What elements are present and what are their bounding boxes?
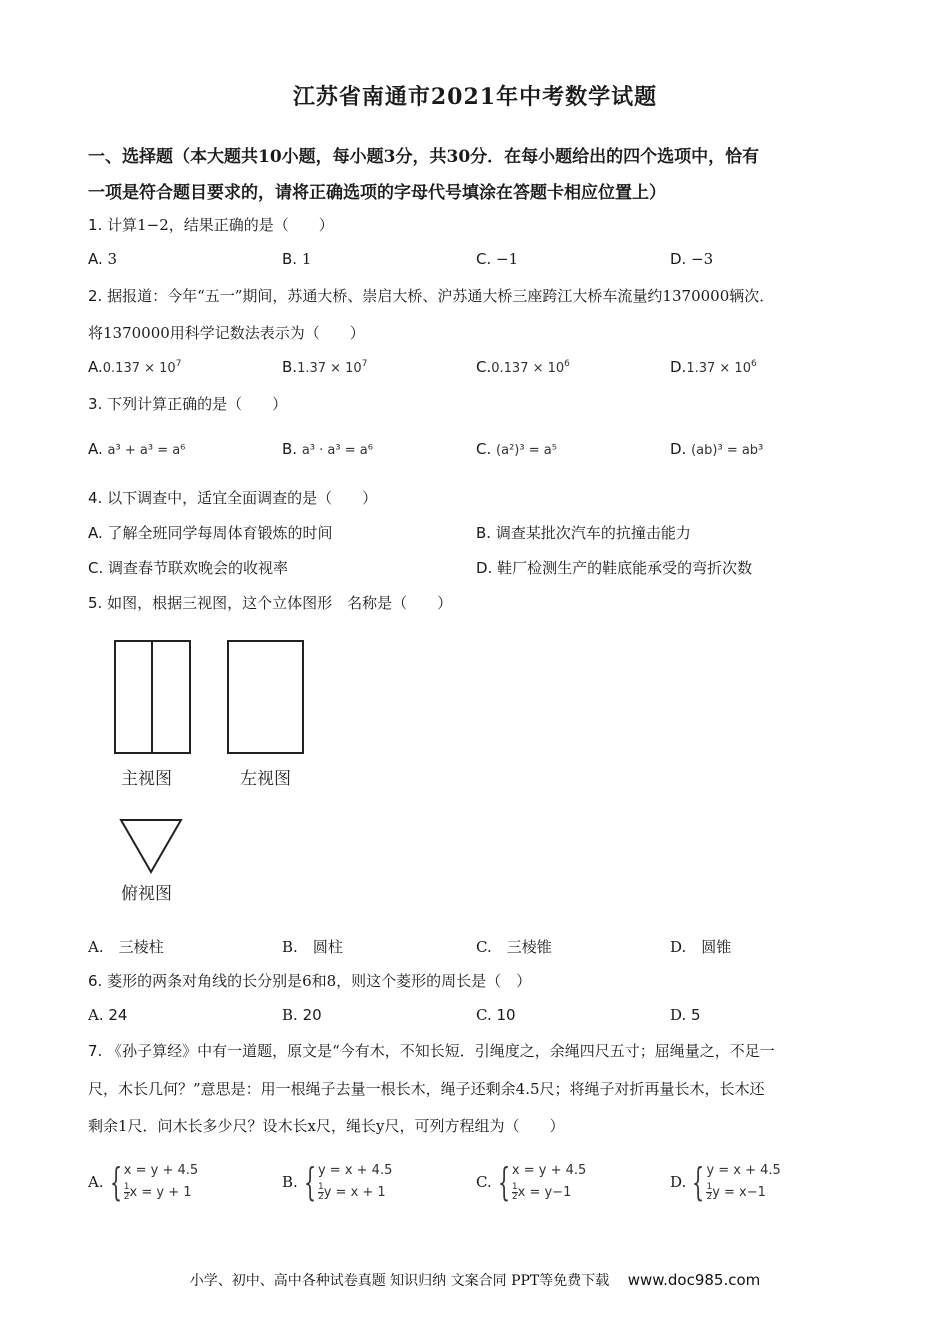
q4-option-c: C. 调查春节联欢晚会的收视率	[88, 559, 289, 577]
q1-option-c: C. −1	[476, 250, 519, 268]
q2-option-d: $D.1.37 \times 10^6$	[670, 358, 757, 376]
q5-option-d: D. 圆锥	[670, 938, 732, 956]
question-number: 5.	[88, 594, 103, 612]
q1-option-b: B. 1	[282, 250, 312, 268]
question-text: 下列计算正确的是（ ）	[107, 395, 288, 413]
question-4	[88, 487, 377, 508]
front-view-label: 主视图	[121, 769, 172, 789]
top-view-triangle	[121, 820, 181, 872]
q7-option-d: D. { y = x + 4.5 $\frac{1}{2}$ y = x−1	[670, 1160, 781, 1204]
question-number: 1.	[88, 216, 103, 234]
q2-option-a: $A.0.137 \times 10^7$	[88, 358, 182, 376]
q4-option-d: D. 鞋厂检测生产的鞋底能承受的弯折次数	[476, 559, 753, 577]
q2-option-b: $B.1.37 \times 10^7$	[282, 358, 368, 376]
page-footer	[0, 1270, 950, 1290]
side-view-rect	[228, 641, 303, 753]
q3-option-c: C. (a²)³ = a⁵	[476, 440, 557, 458]
q7-option-b: B. { y = x + 4.5 $\frac{1}{2}$ y = x + 1	[282, 1160, 393, 1204]
question-2	[88, 285, 774, 306]
q3-option-d: D. (ab)³ = ab³	[670, 440, 764, 458]
question-text: 计算1−2，结果正确的是（ ）	[107, 216, 334, 234]
question-7-line3: 剩余1尺．问木长多少尺？设木长x尺，绳长y尺，可列方程组为（ ）	[88, 1117, 565, 1135]
section-heading-line2: 一项是符合题目要求的，请将正确选项的字母代号填涂在答题卡相应位置上）	[88, 183, 666, 203]
q4-option-a: A. 了解全班同学每周体育锻炼的时间	[88, 524, 333, 542]
q6-option-c: C. 10	[476, 1006, 516, 1024]
section-heading-line1: 一、选择题（本大题共10小题，每小题3分，共30分．在每小题给出的四个选项中，恰有	[88, 147, 760, 167]
question-number: 7.	[88, 1042, 103, 1060]
side-view-label: 左视图	[240, 769, 291, 789]
q5-option-c: C. 三棱锥	[476, 938, 552, 956]
q5-option-b: B. 圆柱	[282, 938, 343, 956]
question-number: 4.	[88, 489, 103, 507]
question-text: 如图，根据三视图，这个立体图形 名称是（ ）	[107, 594, 453, 612]
q2-option-c: $C.0.137 \times 10^6$	[476, 358, 570, 376]
question-text: 《孙子算经》中有一道题，原文是“今有木，不知长短．引绳度之，余绳四尺五寸；屈绳量之，不足一	[107, 1042, 775, 1060]
page-title: 江苏省南通市2021年中考数学试题	[292, 84, 658, 110]
q6-option-b: B. 20	[282, 1006, 322, 1024]
q4-option-b: B. 调查某批次汽车的抗撞击能力	[476, 524, 691, 542]
question-3	[88, 393, 287, 414]
q5-option-a: A. 三棱柱	[88, 938, 164, 956]
q6-option-a: A. 24	[88, 1006, 128, 1024]
question-7	[88, 1040, 775, 1061]
q3-option-b: B. a³ · a³ = a⁶	[282, 440, 373, 458]
question-number: 3.	[88, 395, 103, 413]
question-text: 以下调查中，适宜全面调查的是（ ）	[107, 489, 378, 507]
question-number: 2.	[88, 287, 103, 305]
q7-option-a: A. { x = y + 4.5 $\frac{1}{2}$ x = y + 1	[88, 1160, 199, 1204]
question-number: 6.	[88, 972, 103, 990]
q1-option-a: A. 3	[88, 250, 118, 268]
question-5	[88, 592, 452, 613]
question-6	[88, 970, 531, 991]
question-1	[88, 214, 334, 235]
q7-option-c: C. { x = y + 4.5 $\frac{1}{2}$ x = y−1	[476, 1160, 587, 1204]
footer-url-link[interactable]: www.doc985.com	[627, 1271, 761, 1289]
q3-option-a: A. a³ + a³ = a⁶	[88, 440, 186, 458]
footer-text: 小学、初中、高中各种试卷真题 知识归纳 文案合同 PPT等免费下载	[189, 1273, 610, 1289]
question-7-line2: 尺，木长几何？”意思是：用一根绳子去量一根长木，绳子还剩余4.5尺；将绳子对折再量长木，长木还	[88, 1080, 765, 1098]
question-text: 据报道：今年“五一”期间，苏通大桥、崇启大桥、沪苏通大桥三座跨江大桥车流量约1370000辆次．	[107, 287, 775, 305]
question-2-line2: 将1370000用科学记数法表示为（ ）	[88, 324, 365, 342]
top-view-label: 俯视图	[121, 884, 172, 904]
q1-option-d: D. −3	[670, 250, 714, 268]
q6-option-d: D. 5	[670, 1006, 701, 1024]
question-text: 菱形的两条对角线的长分别是6和8，则这个菱形的周长是（ ）	[107, 972, 532, 990]
